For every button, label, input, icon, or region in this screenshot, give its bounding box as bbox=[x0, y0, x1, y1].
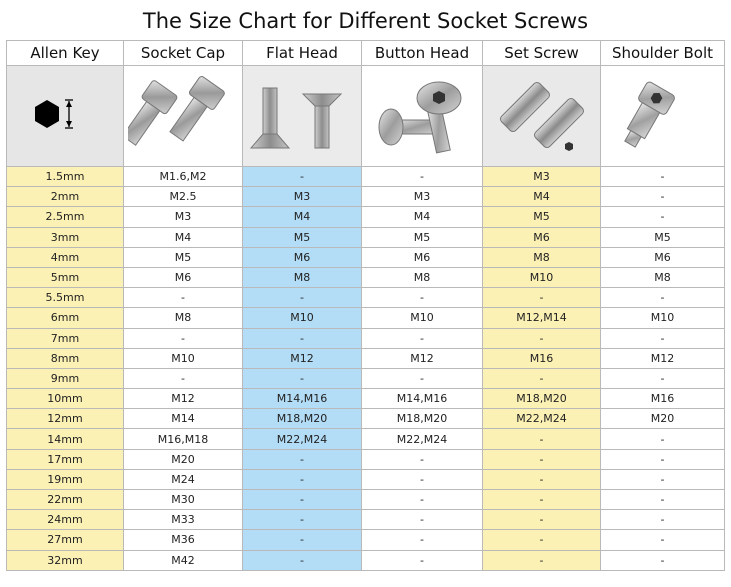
button-head-cell: - bbox=[362, 490, 483, 510]
table-row bbox=[7, 187, 725, 207]
flat-head-cell: M3 bbox=[243, 187, 362, 207]
shoulder-bolt-cell: - bbox=[601, 167, 725, 187]
shoulder-bolt-cell: - bbox=[601, 328, 725, 348]
allen-key-cell: 22mm bbox=[7, 490, 124, 510]
set-screw-cell: M5 bbox=[483, 207, 601, 227]
table-row bbox=[7, 409, 725, 429]
shoulder-bolt-cell: - bbox=[601, 510, 725, 530]
allen-key-cell: 7mm bbox=[7, 328, 124, 348]
header-socket-cap: Socket Cap bbox=[124, 41, 243, 66]
button-head-cell: M10 bbox=[362, 308, 483, 328]
flat-head-cell: M12 bbox=[243, 348, 362, 368]
socket-cap-cell: M42 bbox=[124, 550, 243, 570]
table-row bbox=[7, 328, 725, 348]
shoulder-bolt-cell: - bbox=[601, 288, 725, 308]
image-row bbox=[7, 66, 725, 167]
set-screw-icon bbox=[487, 76, 597, 156]
table-row bbox=[7, 348, 725, 368]
set-screw-cell: M8 bbox=[483, 247, 601, 267]
flat-head-cell: - bbox=[243, 449, 362, 469]
shoulder-bolt-cell: - bbox=[601, 550, 725, 570]
socket-cap-cell: M16,M18 bbox=[124, 429, 243, 449]
table-row bbox=[7, 429, 725, 449]
button-head-cell: M8 bbox=[362, 267, 483, 287]
socket-cap-cell: M3 bbox=[124, 207, 243, 227]
button-head-cell: M12 bbox=[362, 348, 483, 368]
header-row bbox=[7, 41, 725, 66]
table-row bbox=[7, 368, 725, 388]
socket-cap-cell: M30 bbox=[124, 490, 243, 510]
shoulder-bolt-cell: M12 bbox=[601, 348, 725, 368]
socket-cap-cell: M24 bbox=[124, 469, 243, 489]
shoulder-bolt-cell: M16 bbox=[601, 389, 725, 409]
table-row bbox=[7, 389, 725, 409]
button-head-cell: M5 bbox=[362, 227, 483, 247]
set-screw-cell: M16 bbox=[483, 348, 601, 368]
set-screw-cell: M4 bbox=[483, 187, 601, 207]
header-button-head: Button Head bbox=[362, 41, 483, 66]
flat-head-screw-icon bbox=[247, 76, 357, 156]
allen-key-cell: 8mm bbox=[7, 348, 124, 368]
allen-key-cell: 9mm bbox=[7, 368, 124, 388]
flat-head-cell: M14,M16 bbox=[243, 389, 362, 409]
flat-head-cell: - bbox=[243, 328, 362, 348]
table-row bbox=[7, 308, 725, 328]
shoulder-bolt-cell: M10 bbox=[601, 308, 725, 328]
shoulder-bolt-cell: - bbox=[601, 530, 725, 550]
socket-cap-cell: M2.5 bbox=[124, 187, 243, 207]
button-head-cell: M22,M24 bbox=[362, 429, 483, 449]
socket-cap-cell: M36 bbox=[124, 530, 243, 550]
size-chart-table bbox=[6, 40, 725, 571]
shoulder-bolt-cell: - bbox=[601, 368, 725, 388]
header-shoulder-bolt: Shoulder Bolt bbox=[601, 41, 725, 66]
socket-cap-cell: M14 bbox=[124, 409, 243, 429]
button-head-cell: - bbox=[362, 368, 483, 388]
set-screw-cell: - bbox=[483, 328, 601, 348]
allen-key-cell: 5.5mm bbox=[7, 288, 124, 308]
flat-head-cell: - bbox=[243, 550, 362, 570]
header-set-screw: Set Screw bbox=[483, 41, 601, 66]
table-row bbox=[7, 247, 725, 267]
set-screw-cell: - bbox=[483, 449, 601, 469]
button-head-cell: - bbox=[362, 469, 483, 489]
allen-key-cell: 5mm bbox=[7, 267, 124, 287]
allen-key-cell: 12mm bbox=[7, 409, 124, 429]
flat-head-cell: - bbox=[243, 530, 362, 550]
table-row bbox=[7, 550, 725, 570]
shoulder-bolt-cell: M20 bbox=[601, 409, 725, 429]
socket-cap-cell: M20 bbox=[124, 449, 243, 469]
allen-key-cell: 27mm bbox=[7, 530, 124, 550]
allen-key-cell: 19mm bbox=[7, 469, 124, 489]
button-head-cell: - bbox=[362, 328, 483, 348]
set-screw-cell: M6 bbox=[483, 227, 601, 247]
button-head-image-cell bbox=[362, 66, 483, 167]
allen-key-cell: 32mm bbox=[7, 550, 124, 570]
set-screw-cell: - bbox=[483, 530, 601, 550]
button-head-cell: - bbox=[362, 530, 483, 550]
table-row bbox=[7, 288, 725, 308]
allen-key-cell: 24mm bbox=[7, 510, 124, 530]
flat-head-cell: M6 bbox=[243, 247, 362, 267]
flat-head-cell: - bbox=[243, 469, 362, 489]
button-head-cell: M3 bbox=[362, 187, 483, 207]
socket-cap-cell: - bbox=[124, 328, 243, 348]
shoulder-bolt-icon bbox=[608, 76, 718, 156]
button-head-cell: - bbox=[362, 288, 483, 308]
socket-cap-cell: M33 bbox=[124, 510, 243, 530]
shoulder-bolt-cell: M8 bbox=[601, 267, 725, 287]
table-row bbox=[7, 227, 725, 247]
allen-key-cell: 3mm bbox=[7, 227, 124, 247]
set-screw-cell: M18,M20 bbox=[483, 389, 601, 409]
header-allen-key: Allen Key bbox=[7, 41, 124, 66]
chart-title: The Size Chart for Different Socket Screws bbox=[142, 9, 589, 33]
set-screw-cell: - bbox=[483, 490, 601, 510]
allen-key-cell: 2mm bbox=[7, 187, 124, 207]
socket-cap-cell: M1.6,M2 bbox=[124, 167, 243, 187]
set-screw-cell: - bbox=[483, 429, 601, 449]
set-screw-cell: - bbox=[483, 510, 601, 530]
socket-cap-cell: M6 bbox=[124, 267, 243, 287]
socket-cap-cell: M12 bbox=[124, 389, 243, 409]
socket-cap-image-cell bbox=[124, 66, 243, 167]
header-flat-head: Flat Head bbox=[243, 41, 362, 66]
shoulder-bolt-cell: - bbox=[601, 469, 725, 489]
set-screw-cell: - bbox=[483, 368, 601, 388]
flat-head-cell: M18,M20 bbox=[243, 409, 362, 429]
table-row bbox=[7, 530, 725, 550]
flat-head-cell: M22,M24 bbox=[243, 429, 362, 449]
button-head-cell: - bbox=[362, 449, 483, 469]
allen-key-cell: 6mm bbox=[7, 308, 124, 328]
flat-head-image-cell bbox=[243, 66, 362, 167]
socket-cap-cell: M4 bbox=[124, 227, 243, 247]
button-head-screw-icon bbox=[367, 76, 477, 156]
set-screw-image-cell bbox=[483, 66, 601, 167]
table-row bbox=[7, 207, 725, 227]
button-head-cell: M14,M16 bbox=[362, 389, 483, 409]
socket-cap-cell: M8 bbox=[124, 308, 243, 328]
socket-cap-cell: - bbox=[124, 288, 243, 308]
set-screw-cell: M3 bbox=[483, 167, 601, 187]
allen-key-cell: 10mm bbox=[7, 389, 124, 409]
button-head-cell: - bbox=[362, 167, 483, 187]
allen-key-cell: 1.5mm bbox=[7, 167, 124, 187]
chart-body bbox=[7, 167, 725, 571]
set-screw-cell: - bbox=[483, 550, 601, 570]
shoulder-bolt-image-cell bbox=[601, 66, 725, 167]
allen-key-cell: 2.5mm bbox=[7, 207, 124, 227]
table-row bbox=[7, 267, 725, 287]
shoulder-bolt-cell: - bbox=[601, 429, 725, 449]
flat-head-cell: M8 bbox=[243, 267, 362, 287]
set-screw-cell: M10 bbox=[483, 267, 601, 287]
flat-head-cell: - bbox=[243, 167, 362, 187]
flat-head-cell: M5 bbox=[243, 227, 362, 247]
socket-cap-cell: M10 bbox=[124, 348, 243, 368]
button-head-cell: - bbox=[362, 510, 483, 530]
set-screw-cell: - bbox=[483, 288, 601, 308]
socket-cap-screw-icon bbox=[128, 76, 238, 156]
set-screw-cell: M12,M14 bbox=[483, 308, 601, 328]
table-row bbox=[7, 469, 725, 489]
shoulder-bolt-cell: M5 bbox=[601, 227, 725, 247]
set-screw-cell: M22,M24 bbox=[483, 409, 601, 429]
set-screw-cell: - bbox=[483, 469, 601, 489]
flat-head-cell: - bbox=[243, 490, 362, 510]
button-head-cell: M6 bbox=[362, 247, 483, 267]
button-head-cell: M18,M20 bbox=[362, 409, 483, 429]
flat-head-cell: - bbox=[243, 288, 362, 308]
allen-key-cell: 4mm bbox=[7, 247, 124, 267]
shoulder-bolt-cell: M6 bbox=[601, 247, 725, 267]
flat-head-cell: M4 bbox=[243, 207, 362, 227]
flat-head-cell: M10 bbox=[243, 308, 362, 328]
hexagon-key-icon bbox=[25, 86, 105, 146]
shoulder-bolt-cell: - bbox=[601, 490, 725, 510]
allen-key-cell: 14mm bbox=[7, 429, 124, 449]
table-row bbox=[7, 167, 725, 187]
table-row bbox=[7, 510, 725, 530]
shoulder-bolt-cell: - bbox=[601, 449, 725, 469]
button-head-cell: M4 bbox=[362, 207, 483, 227]
allen-key-cell: 17mm bbox=[7, 449, 124, 469]
flat-head-cell: - bbox=[243, 510, 362, 530]
table-row bbox=[7, 490, 725, 510]
flat-head-cell: - bbox=[243, 368, 362, 388]
shoulder-bolt-cell: - bbox=[601, 207, 725, 227]
table-row bbox=[7, 449, 725, 469]
socket-cap-cell: M5 bbox=[124, 247, 243, 267]
shoulder-bolt-cell: - bbox=[601, 187, 725, 207]
socket-cap-cell: - bbox=[124, 368, 243, 388]
button-head-cell: - bbox=[362, 550, 483, 570]
allen-key-image-cell bbox=[7, 66, 124, 167]
